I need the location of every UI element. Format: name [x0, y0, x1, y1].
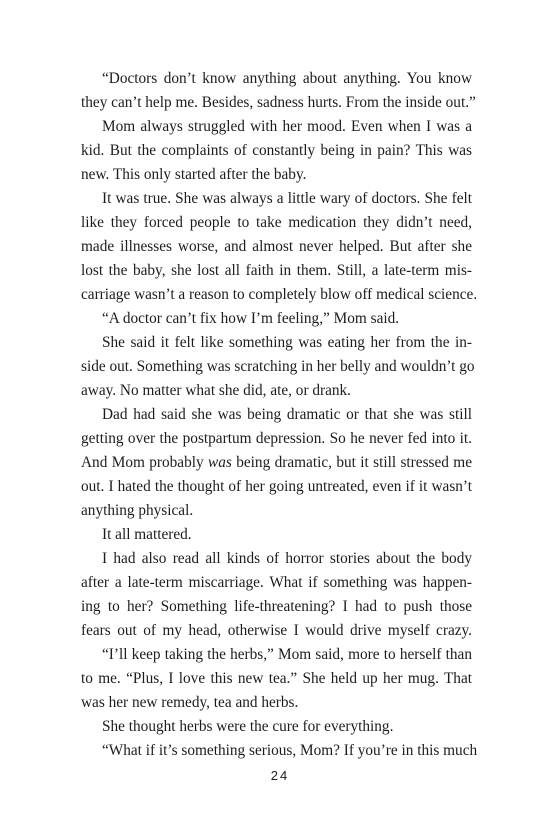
text-line: It was true. She was always a little wary of doctors. She felt [102, 190, 472, 207]
text-line: lost the baby, she lost all faith in them. Still, a late-term mis- [81, 262, 472, 279]
text-line: they can’t help me. Besides, sadness hurts. From the inside out.” [81, 94, 476, 111]
text-line: “What if it’s something serious, Mom? If you’re in this much [102, 742, 478, 759]
page-number: 24 [270, 768, 290, 783]
text-line: side out. Something was scratching in her belly and wouldn’t go [81, 358, 475, 375]
text-line: “A doctor can’t fix how I’m feeling,” Mom said. [102, 310, 400, 327]
text-line: kid. But the complaints of constantly being in pain? This was [81, 142, 472, 159]
text-line: new. This only started after the baby. [81, 166, 307, 183]
text-line: like they forced people to take medication they didn’t need, [81, 214, 472, 231]
text-line: “I’ll keep taking the herbs,” Mom said, more to herself than [102, 646, 472, 663]
text-line: carriage wasn’t a reason to completely blow off medical science. [81, 286, 478, 303]
text-line: made illnesses worse, and almost never helped. But after she [81, 238, 472, 255]
emphasis-word: was [208, 454, 232, 471]
text-line: Mom always struggled with her mood. Even when I was a [102, 118, 472, 135]
text-line: away. No matter what she did, ate, or drank. [81, 382, 352, 399]
text-line: I had also read all kinds of horror stories about the body [102, 550, 472, 567]
text-line: Dad had said she was being dramatic or that she was still [102, 406, 472, 423]
text-line: to me. “Plus, I love this new tea.” She held up her mug. That [81, 670, 472, 687]
text-line: “Doctors don’t know anything about anything. You know [102, 70, 472, 87]
text-line: out. I hated the thought of her going untreated, even if it wasn’t [81, 478, 472, 495]
text-line: She said it felt like something was eating her from the in- [102, 334, 472, 351]
text-line [81, 451, 472, 475]
text-segment: being dramatic, but it still stressed me [231, 454, 472, 471]
text-line: after a late-term miscarriage. What if something was happen- [81, 574, 472, 591]
text-line: was her new remedy, tea and herbs. [81, 694, 299, 711]
text-line: It all mattered. [102, 526, 192, 543]
text-line: She thought herbs were the cure for everything. [102, 718, 394, 735]
text-segment: And Mom probably [81, 454, 209, 471]
text-line: ing to her? Something life-threatening? I had to push those [81, 598, 472, 615]
text-line: getting over the postpartum depression. So he never fed into it. [81, 430, 472, 447]
text-line: fears out of my head, otherwise I would drive myself crazy. [81, 622, 472, 639]
text-line: anything physical. [81, 502, 194, 519]
body-text [81, 67, 478, 763]
